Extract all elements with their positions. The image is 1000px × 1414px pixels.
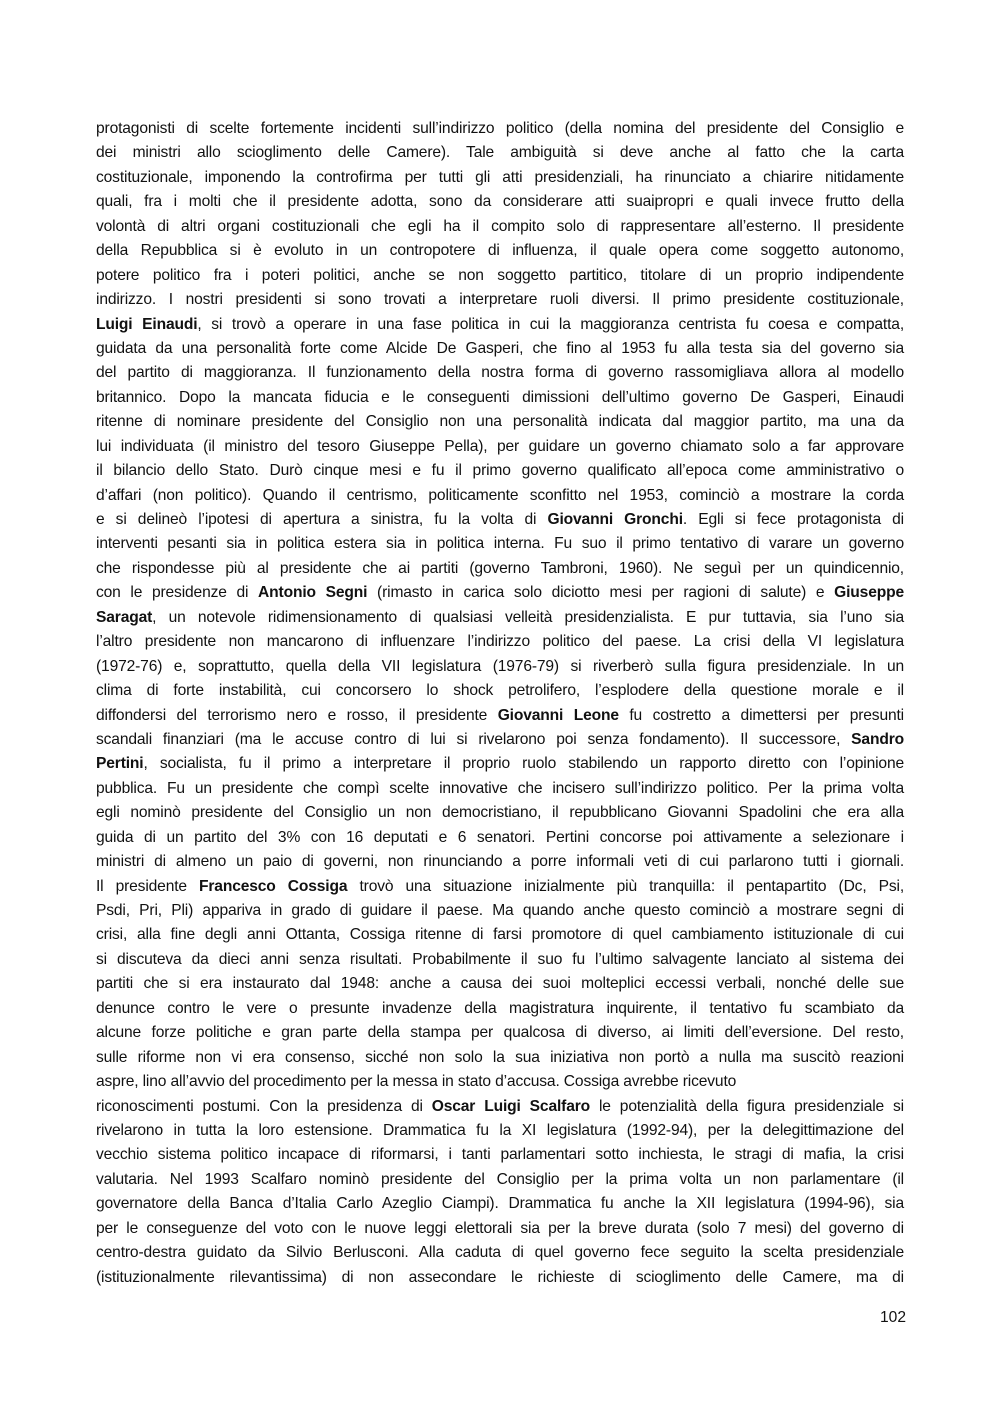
text-line: britannico. Dopo la mancata fiducia e le conseguenti dimissioni dell’ultimo governo De Gasperi, Einaudi xyxy=(96,388,904,406)
text-line: centro-destra guidato da Silvio Berlusconi. Alla caduta di quel governo fece seguito la scelta presidenziale xyxy=(96,1244,904,1262)
text-line: protagonisti di scelte fortemente incidenti sull’indirizzo politico (della nomina del presidente del Consiglio e xyxy=(96,120,904,137)
text-line: indirizzo. I nostri presidenti si sono trovati a interpretare ruoli diversi. Il primo presidente costituzionale, xyxy=(96,291,904,309)
text-line: rivelarono in tutta la loro estensione. Drammatica fu la XI legislatura (1992-94), per la delegittimazione del xyxy=(96,1121,904,1139)
text-line: Luigi Einaudi, si trovò a operare in una fase politica in cui la maggioranza centrista fu coesa e compatta, xyxy=(96,315,904,333)
text-line: alcune forze politiche e gran parte della stampa per qualcosa di diverso, ai limiti dell’eversione. Del resto, xyxy=(96,1024,904,1042)
text-line: valutaria. Nel 1993 Scalfaro nominò presidente del Consiglio per la prima volta un non parlamentare (il xyxy=(96,1170,904,1188)
bold-name: Sandro xyxy=(851,730,904,748)
text-line: clima di forte instabilità, cui concorsero lo shock petrolifero, l’esplodere della questione morale e il xyxy=(96,682,904,700)
text-line: Pertini, socialista, fu il primo a interpretare il proprio ruolo stabilendo un rapporto diretto con l’opinione xyxy=(96,755,904,773)
text-line: denunce contro le vere o presunte invadenze della magistratura inquirente, il tentativo fu scambiato da xyxy=(96,999,904,1017)
text-line: d’affari (non politico). Quando il centrismo, politicamente sconfitto nel 1953, cominciò a mostrare la corda xyxy=(96,486,904,504)
text-line: riconoscimenti postumi. Con la presidenza di Oscar Luigi Scalfaro le potenzialità della figura presidenziale si xyxy=(96,1097,904,1115)
text-line: con le presidenze di Antonio Segni (rimasto in carica solo diciotto mesi per ragioni di salute) e Giuseppe xyxy=(96,584,904,602)
text-line: e si delineò l’ipotesi di apertura a sinistra, fu la volta di Giovanni Gronchi. Egli si fece protagonista di xyxy=(96,511,904,528)
text-line: che rispondesse più al presidente che ai partiti (governo Tambroni, 1960). Ne seguì per un quindicennio, xyxy=(96,559,904,577)
text-line: vecchio sistema politico incapace di riformarsi, i tanti parlamentari sotto inchiesta, le stragi di mafia, la crisi xyxy=(96,1146,904,1164)
bold-name: Pertini xyxy=(96,755,144,773)
text-line: Saragat, un notevole ridimensionamento di qualsiasi velleità presidenzialista. E pur tuttavia, sia l’uno sia xyxy=(96,608,904,626)
text-line: guida di un partito del 3% con 16 deputati e 6 senatori. Pertini concorse poi attivamente a selezionare i xyxy=(96,828,904,846)
page-number: 102 xyxy=(879,1309,906,1326)
text-line: guidata da una personalità forte come Alcide De Gasperi, che fino al 1953 fu alla testa sia del governo sia xyxy=(96,339,904,357)
document-body-text xyxy=(96,117,904,1290)
text-line: quali, fra i molti che il presidente adotta, sono da considerare atti suaipropri e quali invece frutto della xyxy=(96,193,904,211)
text-line: lui individuata (il ministro del tesoro Giuseppe Pella), per guidare un governo chiamato solo a far approvare xyxy=(96,437,904,455)
text-line: pubblica. Fu un presidente che compì scelte innovative che incisero sull’indirizzo politico. Per la prima volta xyxy=(96,779,904,797)
text-line: scandali finanziari (ma le accuse contro di lui si rivelarono poi senza fondamento). Il successore, Sandro xyxy=(96,730,904,748)
text-line: per le conseguenze del voto con le nuove leggi elettorali sia per la breve durata (solo 7 mesi) del governo di xyxy=(96,1219,904,1237)
text-line: sulle riforme non vi era consenso, sicché non solo la sua iniziativa non portò a nulla ma suscitò reazioni xyxy=(96,1048,904,1066)
text-line: dei ministri allo scioglimento delle Camere). Tale ambiguità si deve anche al fatto che la carta xyxy=(96,144,904,162)
text-line: l’altro presidente non mancarono di influenzare l’indirizzo politico del paese. La crisi della VI legislatura xyxy=(96,633,904,651)
text-line: (1972-76) e, soprattutto, quella della VII legislatura (1976-79) si riverberò sulla figura presidenziale. In un xyxy=(96,657,904,675)
bold-name: Francesco Cossiga xyxy=(199,877,348,895)
text-line: crisi, alla fine degli anni Ottanta, Cossiga ritenne di farsi promotore di quel cambiamento istituzionale di cui xyxy=(96,926,904,944)
bold-name: Saragat xyxy=(96,608,153,626)
text-line: si discuteva da dieci anni senza risultati. Probabilmente il suo fu l’ultimo salvagente lanciato al sistema dei xyxy=(96,950,904,968)
text-line: il bilancio dello Stato. Durò cinque mesi e fu il primo governo qualificato all’epoca come amministrativo o xyxy=(96,462,904,480)
text-line: partiti che si era instaurato dal 1948: anche a causa dei suoi molteplici eccessi verbali, nonché delle sue xyxy=(96,975,904,993)
text-line: ministri di almeno un paio di governi, non rinunciando a porre informali veti di cui parlarono tutti i giornali. xyxy=(96,853,904,871)
bold-name: Giovanni Gronchi xyxy=(547,511,683,528)
text-line: costituzionale, imponendo la controfirma per tutti gli atti presidenziali, ha rinunciato a chiarire nitidamente xyxy=(96,168,904,186)
bold-name: Antonio Segni xyxy=(258,584,368,602)
text-line: del partito di maggioranza. Il funzionamento della nostra forma di governo rassomigliava allora al modello xyxy=(96,364,904,382)
text-line: Psdi, Pri, Pli) appariva in grado di guidare il paese. Ma quando anche questo cominciò a mostrare segni di xyxy=(96,902,904,919)
text-line: della Repubblica si è evoluto in un contropotere di influenza, il quale opera come soggetto autonomo, xyxy=(96,242,904,260)
text-line: egli nominò presidente del Consiglio un non democristiano, il repubblicano Giovanni Spadolini che era alla xyxy=(96,804,904,822)
text-line: ritenne di nominare presidente del Consiglio non una personalità indicata dal maggior partito, ma una da xyxy=(96,413,904,431)
text-line: aspre, lino all’avvio del procedimento per la messa in stato d’accusa. Cossiga avrebbe ricevuto xyxy=(96,1073,737,1091)
text-line: volontà di altri organi costituzionali che egli ha il compito solo di rappresentare all’esterno. Il presidente xyxy=(96,217,904,235)
text-line: governatore della Banca d’Italia Carlo Azeglio Ciampi). Drammatica fu anche la XII legislatura (1994-96), sia xyxy=(96,1195,904,1213)
text-line: Il presidente Francesco Cossiga trovò una situazione inizialmente più tranquilla: il pentapartito (Dc, Psi, xyxy=(96,877,904,895)
bold-name: Luigi Einaudi xyxy=(96,315,198,333)
bold-name: Giovanni Leone xyxy=(497,706,619,724)
bold-name: Oscar Luigi Scalfaro xyxy=(431,1097,591,1115)
text-line: diffondersi del terrorismo nero e rosso, il presidente Giovanni Leone fu costretto a dimettersi per presunti xyxy=(96,706,904,724)
text-line: interventi pesanti sia in politica estera sia in politica interna. Fu suo il primo tentativo di varare un governo xyxy=(96,535,904,553)
text-line: (istituzionalmente rilevantissima) di non assecondare le richieste di scioglimento delle Camere, ma di xyxy=(96,1268,904,1286)
text-line: potere politico fra i poteri politici, anche se non soggetto partitico, titolare di un proprio indipendente xyxy=(96,266,904,284)
bold-name: Giuseppe xyxy=(834,584,904,602)
